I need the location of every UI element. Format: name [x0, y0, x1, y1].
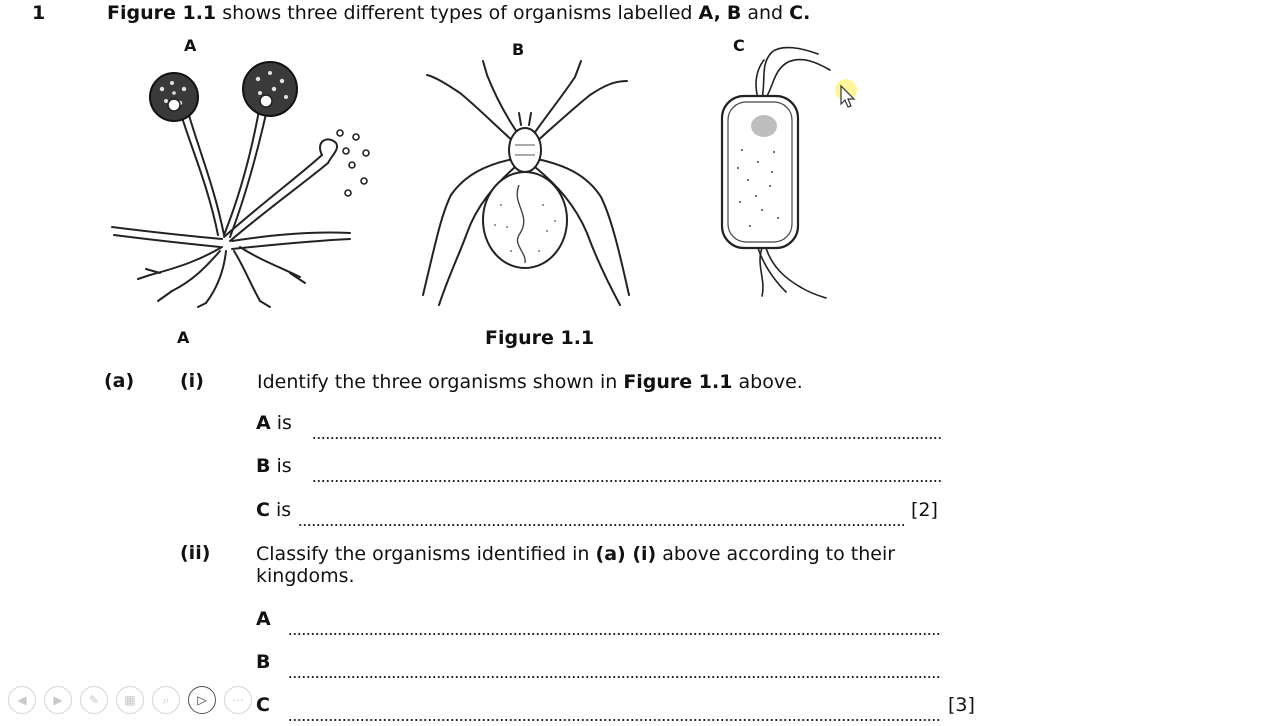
answer-prefix: B is	[256, 455, 292, 477]
intro-middle: shows three different types of organisms labelled	[216, 2, 699, 24]
intro-letter-b: B	[726, 2, 742, 24]
spider-illustration	[415, 55, 650, 310]
figure-label-b-top: B	[512, 40, 525, 59]
figure-caption: Figure 1.1	[485, 327, 595, 349]
answer-line-b-ii[interactable]	[256, 651, 946, 683]
marks-allocation: [3]	[948, 694, 975, 716]
part-a-ii-question-line1: Classify the organisms identified in (a) (i) above according to their	[256, 543, 896, 565]
figure-label-c-top: C	[733, 36, 745, 55]
zoom-icon[interactable]: ⌕	[152, 686, 180, 714]
part-a-ii-label: (ii)	[180, 542, 211, 564]
presentation-toolbar	[8, 686, 252, 714]
intro-letter-c: C.	[789, 2, 811, 24]
part-a-i-question	[257, 371, 803, 393]
dotted-answer-line	[288, 718, 940, 722]
question-text: Identify the three organisms shown in	[257, 371, 624, 393]
answer-prefix: A	[256, 608, 271, 630]
part-a-label: (a)	[104, 370, 135, 392]
dotted-answer-line	[298, 523, 904, 527]
part-a-ii-question-line2: kingdoms.	[256, 565, 355, 587]
figure-label-a-top: A	[184, 36, 197, 55]
more-icon[interactable]: ⋯	[224, 686, 252, 714]
bacterium-illustration	[712, 40, 842, 305]
dotted-answer-line	[288, 675, 942, 679]
answer-line-a-ii[interactable]	[256, 608, 946, 640]
question-text-end: above.	[732, 371, 803, 393]
answer-prefix: A is	[256, 412, 292, 434]
part-a-i-label: (i)	[180, 370, 204, 392]
mould-illustration	[100, 55, 370, 310]
dotted-answer-line	[312, 436, 942, 440]
figure-label-a-bottom: A	[177, 328, 190, 347]
answer-prefix: C is	[256, 499, 292, 521]
marks-allocation: [2]	[911, 499, 938, 521]
question-figure-ref: Figure 1.1	[623, 371, 733, 393]
intro-letter-a: A,	[698, 2, 721, 24]
answer-line-c-ii[interactable]	[256, 694, 986, 726]
next-icon[interactable]: ▶	[44, 686, 72, 714]
intro-figure-ref: Figure 1.1	[107, 2, 217, 24]
dotted-answer-line	[288, 632, 942, 636]
answer-line-a-i[interactable]	[256, 412, 946, 444]
mouse-cursor-icon	[838, 80, 864, 116]
dotted-answer-line	[312, 479, 942, 483]
answer-prefix: C	[256, 694, 270, 716]
question-intro	[107, 2, 810, 24]
slides-icon[interactable]: ▦	[116, 686, 144, 714]
answer-line-c-i[interactable]	[256, 499, 946, 531]
pen-icon[interactable]: ✎	[80, 686, 108, 714]
answer-line-b-i[interactable]	[256, 455, 946, 487]
answer-prefix: B	[256, 651, 271, 673]
prev-icon[interactable]: ◀	[8, 686, 36, 714]
intro-and: and	[741, 2, 790, 24]
question-number: 1	[32, 2, 46, 24]
video-icon[interactable]: ▷	[188, 686, 216, 714]
